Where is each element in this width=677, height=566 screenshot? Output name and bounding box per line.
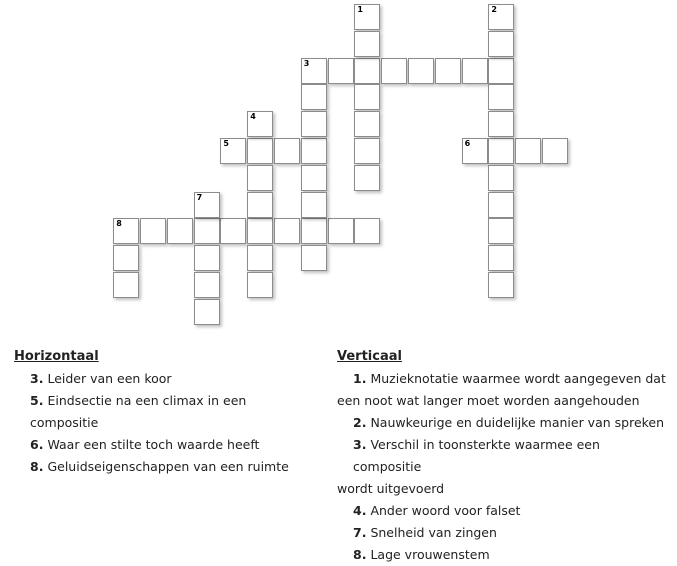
crossword-cell[interactable]	[247, 138, 273, 164]
crossword-cell[interactable]	[113, 218, 139, 244]
crossword-cell[interactable]	[435, 58, 461, 84]
clue-vertical-4	[337, 500, 667, 522]
crossword-cell[interactable]	[381, 58, 407, 84]
clue-vertical-3-cont	[337, 478, 667, 500]
clue-text: Geluidseigenschappen van een ruimte	[47, 459, 289, 474]
crossword-cell[interactable]	[488, 165, 514, 191]
crossword-cell[interactable]	[301, 192, 327, 218]
crossword-cell[interactable]	[301, 111, 327, 137]
clue-number: 8.	[30, 459, 44, 474]
crossword-cell[interactable]	[247, 218, 273, 244]
clue-number: 2.	[353, 415, 367, 430]
crossword-cell[interactable]	[462, 58, 488, 84]
clue-text: Verschil in toonsterkte waarmee een compositie	[353, 437, 600, 474]
crossword-cell[interactable]	[194, 299, 220, 325]
clue-number: 4.	[353, 503, 367, 518]
crossword-cell[interactable]	[354, 165, 380, 191]
cell-number: 8	[116, 219, 122, 229]
crossword-cell[interactable]	[488, 218, 514, 244]
crossword-cell[interactable]	[328, 218, 354, 244]
crossword-cell[interactable]	[488, 31, 514, 57]
crossword-cell[interactable]	[301, 58, 327, 84]
crossword-cell[interactable]	[247, 245, 273, 271]
clue-vertical-2	[337, 412, 667, 434]
crossword-cell[interactable]	[488, 84, 514, 110]
crossword-cell[interactable]	[167, 218, 193, 244]
clue-vertical-1	[337, 368, 667, 390]
clue-text: Ander woord voor falset	[370, 503, 521, 518]
crossword-cell[interactable]	[247, 111, 273, 137]
crossword-cell[interactable]	[328, 58, 354, 84]
crossword-cell[interactable]	[301, 165, 327, 191]
cell-number: 3	[303, 58, 310, 68]
clue-number: 3.	[30, 371, 44, 386]
vertical-clues	[337, 349, 667, 566]
crossword-cell[interactable]	[301, 245, 327, 271]
horizontal-heading: Horizontaal	[14, 349, 99, 364]
crossword-cell[interactable]	[247, 165, 273, 191]
crossword-cell[interactable]	[488, 272, 514, 298]
crossword-cell[interactable]	[488, 138, 514, 164]
crossword-cell[interactable]	[408, 58, 434, 84]
crossword-cell[interactable]	[488, 192, 514, 218]
clue-horizontal-6	[14, 434, 314, 456]
crossword-cell[interactable]	[194, 218, 220, 244]
crossword-cell[interactable]	[194, 245, 220, 271]
crossword-cell[interactable]	[488, 58, 514, 84]
clue-text: Nauwkeurige en duidelijke manier van spreken	[370, 415, 665, 430]
clue-number: 8.	[353, 547, 367, 562]
cell-number: 5	[223, 139, 229, 148]
crossword-cell[interactable]	[274, 138, 300, 164]
clue-text: Leider van een koor	[47, 371, 172, 386]
crossword-cell[interactable]	[515, 138, 541, 164]
clue-vertical-7	[337, 522, 667, 544]
clue-number: 7.	[353, 525, 367, 540]
crossword-cell[interactable]	[113, 245, 139, 271]
clue-vertical-3	[337, 434, 667, 478]
crossword-cell[interactable]	[301, 218, 327, 244]
clue-horizontal-8	[14, 456, 314, 478]
crossword-cell[interactable]	[354, 58, 380, 84]
crossword-cell[interactable]	[220, 218, 246, 244]
vertical-heading: Verticaal	[337, 349, 402, 364]
crossword-cell[interactable]	[488, 245, 514, 271]
crossword-cell[interactable]	[113, 272, 139, 298]
clue-text: Lage vrouwenstem	[370, 547, 490, 562]
clue-text: Waar een stilte toch waarde heeft	[47, 437, 260, 452]
crossword-cell[interactable]	[488, 4, 514, 30]
crossword-cell[interactable]	[301, 138, 327, 164]
clue-vertical-1-cont	[337, 390, 667, 412]
clue-number: 3.	[353, 437, 367, 452]
crossword-cell[interactable]	[247, 192, 273, 218]
clue-vertical-8	[337, 544, 667, 566]
crossword-cell[interactable]	[194, 192, 220, 218]
clue-number: 6.	[30, 437, 44, 452]
horizontal-clues	[14, 349, 314, 478]
crossword-cell[interactable]	[301, 84, 327, 110]
cell-number: 1	[357, 5, 363, 14]
cell-number: 4	[250, 112, 256, 122]
crossword-cell[interactable]	[247, 272, 273, 298]
crossword-cell[interactable]	[354, 31, 380, 57]
crossword-cell[interactable]	[140, 218, 166, 244]
clue-text: Snelheid van zingen	[370, 525, 497, 540]
crossword-cell[interactable]	[194, 272, 220, 298]
clue-horizontal-3	[14, 368, 314, 390]
cell-number: 2	[491, 5, 497, 14]
clue-text-cont: een noot wat langer moet worden aangehouden	[337, 393, 640, 408]
cell-number: 6	[464, 139, 471, 148]
crossword-cell[interactable]	[462, 138, 488, 164]
crossword-cell[interactable]	[354, 218, 380, 244]
cell-number: 7	[196, 192, 203, 202]
crossword-cell[interactable]	[488, 111, 514, 137]
crossword-cell[interactable]	[220, 138, 246, 164]
crossword-cell[interactable]	[354, 138, 380, 164]
clue-horizontal-5	[14, 390, 314, 434]
crossword-cell[interactable]	[354, 111, 380, 137]
clue-text: Eindsectie na een climax in een compositie	[30, 393, 247, 430]
clue-number: 1.	[353, 371, 367, 386]
crossword-cell[interactable]	[354, 4, 380, 30]
clue-text-cont: wordt uitgevoerd	[337, 481, 445, 496]
clue-number: 5.	[30, 393, 44, 408]
clue-text: Muzieknotatie waarmee wordt aangegeven dat	[370, 371, 666, 386]
crossword-cell[interactable]	[542, 138, 568, 164]
crossword-cell[interactable]	[274, 218, 300, 244]
crossword-cell[interactable]	[354, 84, 380, 110]
